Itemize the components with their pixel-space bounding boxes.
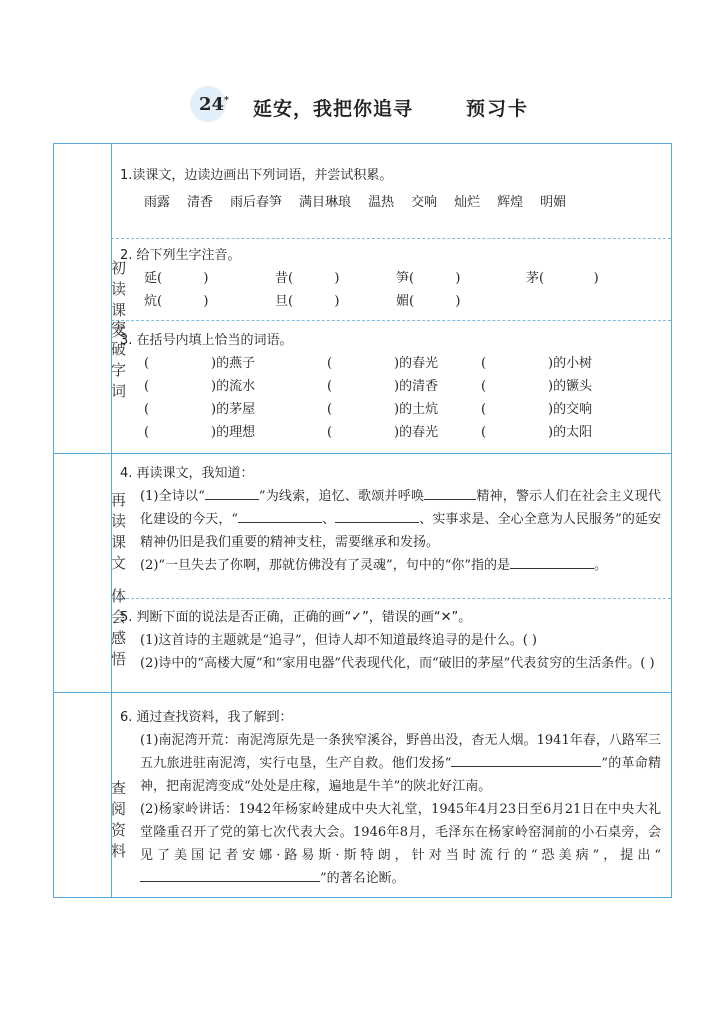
word-item: 灿烂 <box>454 195 481 210</box>
question-5-prompt: 5. 判断下面的说法是否正确，正确的画“✓”，错误的画“✕”。 <box>120 610 472 625</box>
fill-row <box>120 352 661 375</box>
fill-row <box>120 375 661 398</box>
judgement-2[interactable]: (2)诗中的“高楼大厦”和“家用电器”代表现代化，而“破旧的茅屋”代表贫穷的生活条件。( ) <box>140 656 655 671</box>
word-item: 温热 <box>368 195 395 210</box>
question-2 <box>120 244 661 313</box>
word-item: 交响 <box>411 195 438 210</box>
word-item: 满目琳琅 <box>299 195 352 210</box>
word-item: 清香 <box>187 195 214 210</box>
word-item: 雨后春笋 <box>230 195 283 210</box>
question-divider <box>111 598 671 599</box>
fill-blank[interactable]: ( )的理想 <box>144 425 256 440</box>
question-divider <box>111 238 671 239</box>
card-title: 预习卡 <box>466 98 530 120</box>
fill-blank[interactable]: ( )的春光 <box>327 356 439 371</box>
section-divider <box>54 453 671 454</box>
answer-blank[interactable] <box>510 554 594 569</box>
question-1 <box>120 164 661 214</box>
answer-blank[interactable] <box>424 485 476 500</box>
word-item: 明媚 <box>540 195 567 210</box>
word-list <box>120 191 661 214</box>
answer-blank[interactable] <box>238 508 322 523</box>
fill-blank[interactable]: ( )的土炕 <box>327 402 439 417</box>
section-label-research: 查阅资料 <box>109 780 127 864</box>
section-divider <box>54 692 671 693</box>
fill-blank[interactable]: ( )的流水 <box>144 379 256 394</box>
pinyin-blank[interactable]: 炕( ) <box>144 294 209 309</box>
pinyin-blank[interactable]: 延( ) <box>144 271 209 286</box>
fill-blank[interactable]: ( )的交响 <box>481 402 593 417</box>
word-item: 辉煌 <box>497 195 524 210</box>
question-5 <box>120 606 661 675</box>
fill-blank[interactable]: ( )的清香 <box>327 379 439 394</box>
fill-blank[interactable]: ( )的燕子 <box>144 356 256 371</box>
fill-blank[interactable]: ( )的太阳 <box>481 425 593 440</box>
fill-blank[interactable]: ( )的春光 <box>327 425 439 440</box>
section-label-feel: 体会感悟 <box>109 588 127 672</box>
lesson-title: 延安，我把你追寻 <box>253 98 414 120</box>
section-label-words: 突破字词 <box>109 320 127 404</box>
worksheet-frame <box>53 143 672 898</box>
answer-blank[interactable] <box>140 867 320 882</box>
question-3-prompt: 3. 在括号内填上恰当的词语。 <box>120 333 293 348</box>
word-item: 雨露 <box>144 195 171 210</box>
answer-blank[interactable] <box>575 752 601 767</box>
answer-blank[interactable] <box>205 485 259 500</box>
section-label-reread: 再读课文 <box>109 492 127 576</box>
answer-blank[interactable] <box>451 752 575 767</box>
page-header <box>0 86 727 126</box>
pinyin-blank[interactable]: 昔( ) <box>275 271 340 286</box>
question-4 <box>120 462 661 577</box>
question-4-part-2: (2)“一旦失去了你啊，那就仿佛没有了灵魂”，句中的“你”指的是 。 <box>120 554 661 577</box>
fill-row <box>120 421 661 444</box>
question-1-prompt: 1.读课文，边读边画出下列词语，并尝试积累。 <box>120 168 393 183</box>
pinyin-row <box>120 290 661 313</box>
section-label-first-reading: 初读课文 <box>109 260 127 344</box>
question-6 <box>120 706 661 890</box>
question-divider <box>111 320 671 321</box>
pinyin-blank[interactable]: 旦( ) <box>275 294 340 309</box>
pinyin-blank[interactable]: 茅( ) <box>526 271 599 286</box>
judgement-1[interactable]: (1)这首诗的主题就是“追寻”，但诗人却不知道最终追寻的是什么。( ) <box>140 633 537 648</box>
question-4-prompt: 4. 再读课文，我知道： <box>120 466 254 481</box>
pinyin-blank[interactable]: 笋( ) <box>396 271 461 286</box>
lesson-number: 24* <box>199 94 229 115</box>
fill-row <box>120 398 661 421</box>
question-3 <box>120 329 661 444</box>
answer-blank[interactable] <box>335 508 419 523</box>
fill-blank[interactable]: ( )的茅屋 <box>144 402 256 417</box>
fill-blank[interactable]: ( )的镢头 <box>481 379 593 394</box>
question-2-prompt: 2. 给下列生字注音。 <box>120 248 241 263</box>
pinyin-blank[interactable]: 媚( ) <box>396 294 461 309</box>
question-4-part-1: (1)全诗以“ ”为线索，追忆、歌颂并呼唤 精神，警示人们在社会主义现代化建设的今天，“ 、 、实事求是、全心全意为人民服务”的延安精神仍旧是我们重要的精神支柱，需要继承和发扬。 <box>120 485 661 554</box>
research-nanniwan: (1)南泥湾开荒：南泥湾原先是一条狭窄溪谷，野兽出没，杳无人烟。1941年春，八路军三五九旅进驻南泥湾，实行屯垦，生产自救。他们发扬“ ”的革命精神，把南泥湾变成“处处是庄稼，遍地是牛羊”的陕北好江南。 <box>140 733 661 794</box>
question-6-prompt: 6. 通过查找资料，我了解到： <box>120 710 293 725</box>
fill-blank[interactable]: ( )的小树 <box>481 356 593 371</box>
research-yangjialing: (2)杨家岭讲话：1942年杨家岭建成中央大礼堂，1945年4月23日至6月21日在中央大礼堂隆重召开了党的第七次代表大会。1946年8月，毛泽东在杨家岭窑洞前的小石桌旁，会见了美国记者安娜·路易斯·斯特朗，针对当时流行的“恐美病”，提出“”的著名论断。 <box>140 802 661 886</box>
pinyin-row <box>120 267 661 290</box>
